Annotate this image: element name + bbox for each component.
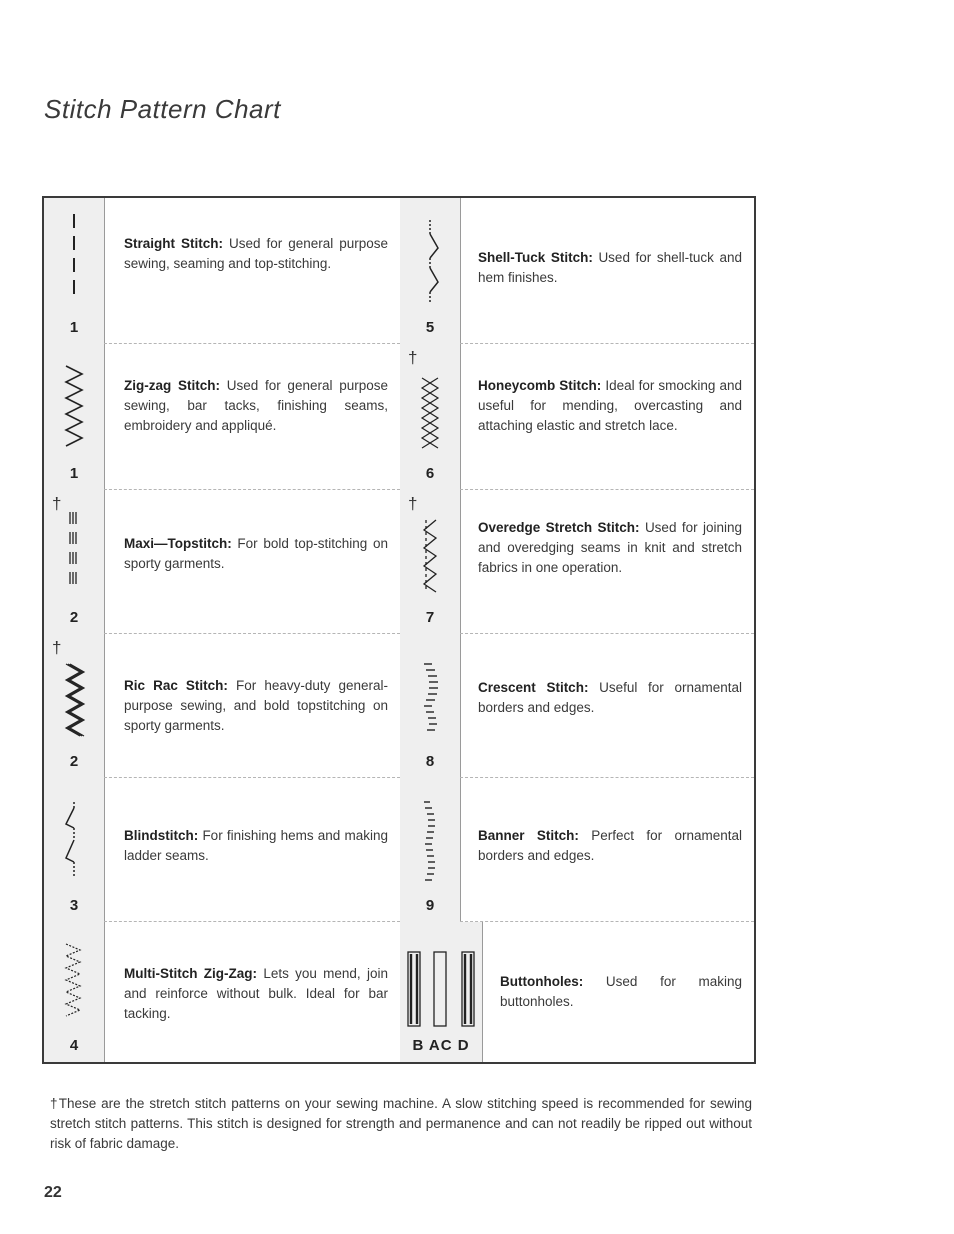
stitch-description (124, 234, 388, 274)
stitch-name: Ric Rac Stitch: (124, 678, 228, 693)
stitch-pattern-panel (400, 778, 461, 922)
stitch-description (500, 972, 742, 1012)
stitch-row (44, 198, 400, 344)
stitch-row (400, 344, 754, 490)
page-number: 22 (44, 1184, 62, 1201)
stitch-text: Perfect for ornamental borders and edges. (478, 828, 742, 863)
stitch-row (44, 344, 400, 490)
stitch-number: 1 (69, 465, 79, 482)
stitch-name: Maxi—Topstitch: (124, 536, 232, 551)
stitch-text: Ideal for smocking and useful for mending, overcasting and attaching elastic and stretch lace. (478, 378, 742, 433)
page-title: Stitch Pattern Chart (44, 94, 281, 124)
stitch-name: Overedge Stretch Stitch: (478, 520, 640, 535)
stitch-description (478, 248, 742, 288)
stitch-row (44, 778, 400, 922)
stitch-pattern-panel (400, 198, 461, 344)
stitch-description (124, 376, 388, 436)
stitch-number: 4 (69, 1037, 79, 1054)
stitch-pattern-panel (44, 490, 105, 634)
stitch-description (478, 678, 742, 718)
stitch-pattern-panel (44, 344, 105, 490)
left-column (44, 198, 400, 1062)
stitch-pattern-panel (400, 344, 461, 490)
stitch-row (400, 198, 754, 344)
stitch-name: Blindstitch: (124, 828, 199, 843)
stitch-text: For bold top-stitching on sporty garments. (124, 536, 388, 571)
stitch-chart-table (42, 196, 756, 1064)
stitch-text: Used for general purpose sewing, seaming and top-stitching. (124, 236, 388, 271)
stitch-pattern-panel (44, 778, 105, 922)
stitch-name: Banner Stitch: (478, 828, 579, 843)
stitch-description (124, 534, 388, 574)
stitch-row (400, 490, 754, 634)
buttonhole-labels: B AC D (412, 1037, 470, 1054)
stitch-number: 8 (425, 753, 435, 770)
stitch-description (124, 676, 388, 736)
stitch-description (478, 518, 742, 578)
stitch-name: Shell-Tuck Stitch: (478, 250, 593, 265)
stitch-number: 1 (69, 319, 79, 336)
stitch-name: Straight Stitch: (124, 236, 223, 251)
stitch-pattern-panel (400, 490, 461, 634)
stitch-description (478, 826, 742, 866)
stitch-pattern-panel (44, 922, 105, 1062)
stitch-row (400, 922, 754, 1062)
stitch-text: For heavy-duty general-purpose sewing, and bold topstitching on sporty garments. (124, 678, 388, 733)
stitch-pattern-panel (400, 922, 483, 1062)
stitch-row (44, 634, 400, 778)
stitch-text: Used for general purpose sewing, bar tacks, finishing seams, embroidery and appliqué. (124, 378, 388, 433)
stitch-number: 6 (425, 465, 435, 482)
stitch-text: Useful for ornamental borders and edges. (478, 680, 742, 715)
stitch-row (44, 490, 400, 634)
stitch-row (400, 634, 754, 778)
stitch-name: Honeycomb Stitch: (478, 378, 602, 393)
stretch-marker: † (52, 494, 62, 513)
stitch-text: For finishing hems and making ladder seams. (124, 828, 388, 863)
stitch-text: Used for joining and overedging seams in knit and stretch fabrics in one operation. (478, 520, 742, 575)
stitch-text: Used for shell-tuck and hem finishes. (478, 250, 742, 285)
stitch-pattern-panel (400, 634, 461, 778)
stitch-pattern-panel (44, 198, 105, 344)
stitch-number: 9 (425, 897, 435, 914)
stitch-name: Buttonholes: (500, 974, 584, 989)
stretch-marker: † (52, 638, 62, 657)
stitch-row (400, 778, 754, 922)
stitch-name: Multi-Stitch Zig-Zag: (124, 966, 258, 981)
stitch-description (478, 376, 742, 436)
right-column (400, 198, 754, 1062)
stitch-name: Zig-zag Stitch: (124, 378, 220, 393)
stitch-description (124, 964, 388, 1024)
stitch-name: Crescent Stitch: (478, 680, 589, 695)
stitch-number: 2 (69, 609, 79, 626)
stitch-number: 3 (69, 897, 79, 914)
stitch-pattern-panel (44, 634, 105, 778)
stitch-number: 2 (69, 753, 79, 770)
stitch-text: Used for making buttonholes. (500, 974, 742, 1009)
stitch-row (44, 922, 400, 1062)
stretch-marker: † (408, 348, 418, 367)
stretch-stitch-footnote: †These are the stretch stitch patterns on your sewing machine. A slow stitching speed is recommended for sewing stretch stitch patterns. This stitch is designed for strength and permanence and can not readily be ripped out without risk of fabric damage. (50, 1096, 752, 1151)
stitch-text: Lets you mend, join and reinforce without bulk. Ideal for bar tacking. (124, 966, 388, 1021)
stretch-marker: † (408, 494, 418, 513)
stitch-number: 7 (425, 609, 435, 626)
stitch-number: 5 (425, 319, 435, 336)
stitch-description (124, 826, 388, 866)
